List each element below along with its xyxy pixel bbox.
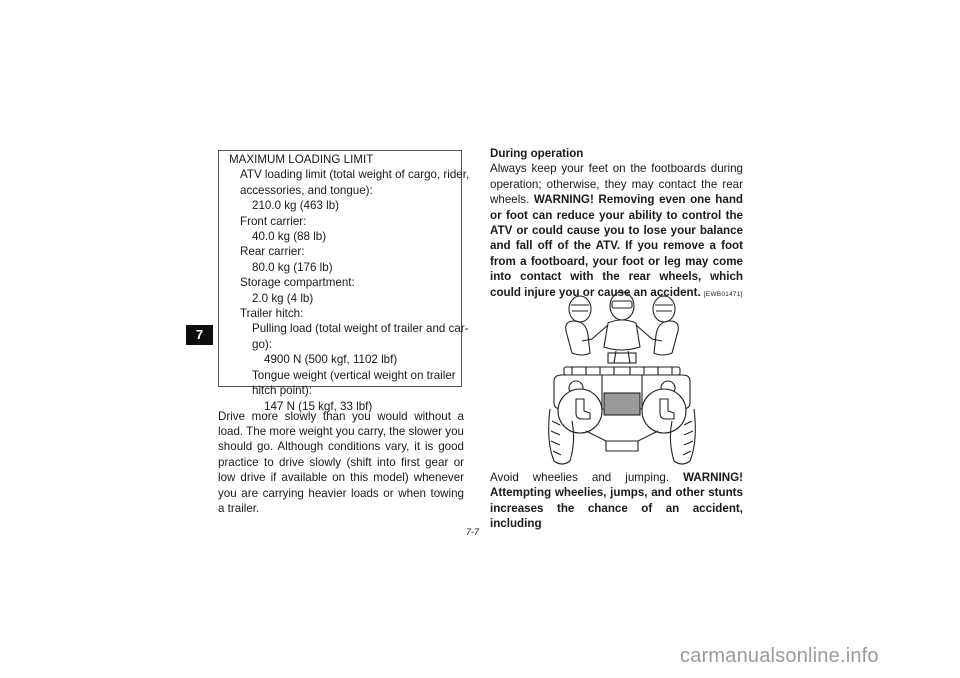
footboard-warning: WARNING! Removing even one hand or foot can reduce your ability to control the ATV or could cause you to lose your balance and fall off of the ATV. If you remove a foot from a footboard, your foot or leg may come into contact with the rear wheels, which could injure you or cause an accident. [490,193,743,299]
wheelies-text: Avoid wheelies and jumping. [490,471,684,484]
spec-line: Pulling load (total weight of trailer and car- [252,322,469,336]
footboard-paragraph [490,161,743,302]
atv-riders-illustration [546,291,698,467]
section-heading: During operation [490,147,584,160]
wheelies-warning: WARNING! Attempting wheelies, jumps, and other stunts increases the chance of an accident, including [490,471,743,531]
spec-line: hitch point): [252,384,312,398]
spec-line: 2.0 kg (4 lb) [252,291,314,305]
wheelies-paragraph [490,470,743,532]
spec-line: Front carrier: [240,214,307,228]
spec-line: Tongue weight (vertical weight on trailer [252,368,456,382]
spec-line: MAXIMUM LOADING LIMIT [229,153,374,166]
spec-line: 80.0 kg (176 lb) [252,260,333,274]
watermark: carmanualsonline.info [680,645,879,667]
spec-line: ATV loading limit (total weight of cargo, rider, [240,168,470,182]
load-driving-paragraph: Drive more slowly than you would without a load. The more weight you carry, the slower you should go. Although conditions vary, it is good practice to drive slowly (shift into first gear or low drive if available on this model) whenever you are carrying heavier loads or when towing a trailer. [218,409,464,516]
footboard-text: Always keep your feet on the footboards during operation; otherwise, they may contact the rear wheels. [490,162,743,207]
atv-illustration-icon [546,291,698,467]
spec-line: Rear carrier: [240,245,305,259]
spec-line: Trailer hitch: [240,307,304,321]
spec-line: 147 N (15 kgf, 33 lbf) [264,399,373,413]
spec-line: 4900 N (500 kgf, 1102 lbf) [264,353,398,367]
spec-line: 210.0 kg (463 lb) [252,199,340,213]
chapter-tab: 7 [186,325,213,345]
spec-line: go): [252,337,272,351]
during-operation-section [490,146,743,302]
warning-code: [EWB01471] [703,290,743,298]
spec-line: accessories, and tongue): [240,183,373,197]
maximum-loading-limit-box [218,150,470,413]
page-number: 7-7 [466,527,480,537]
spec-line: Storage compartment: [240,276,355,290]
spec-line: 40.0 kg (88 lb) [252,230,327,244]
wheelies-section [490,470,743,532]
